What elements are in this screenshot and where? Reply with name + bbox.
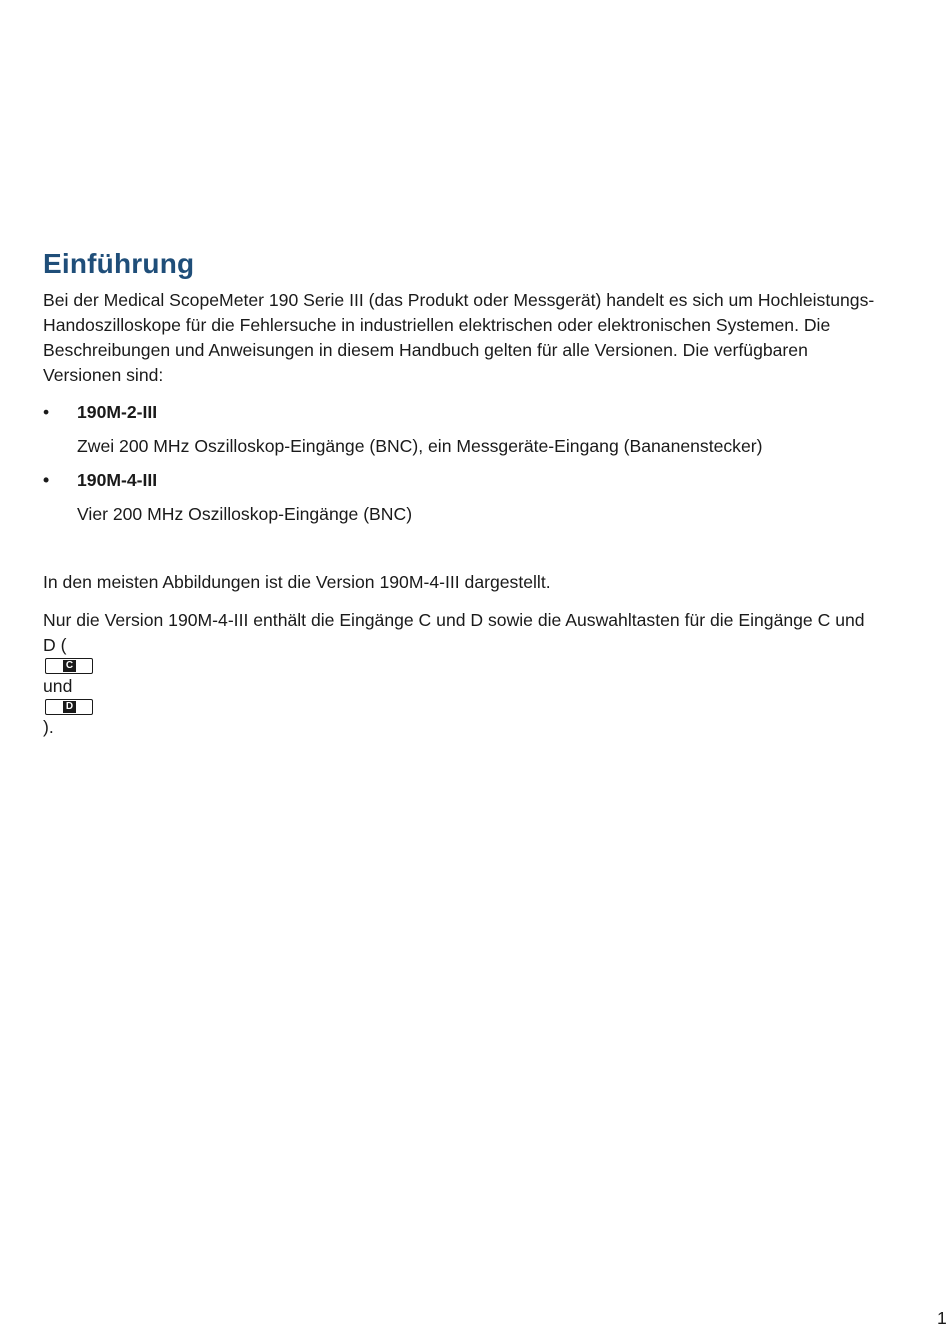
inputs-note-prefix: D ( [43,635,67,655]
bullet-icon: • [43,470,50,490]
input-d-key-label: D [63,701,76,713]
section-heading: Einführung [43,248,195,279]
inputs-note-suffix: ). [43,717,54,737]
version-title: 190M-2-III [77,402,158,422]
input-c-key-label: C [63,660,76,672]
intro-paragraph [43,288,948,388]
intro-line-1: Bei der Medical ScopeMeter 190 Serie III (das Produkt oder Messgerät) handelt es sich um Hochleistungs- [43,290,875,310]
intro-line-4: Versionen sind: [43,365,164,385]
inputs-note-line-1: Nur die Version 190M-4-III enthält die Eingänge C und D sowie die Auswahltasten für die Eingänge C und [43,610,865,630]
input-c-key-icon [45,658,93,674]
illustration-note: In den meisten Abbildungen ist die Version 190M-4-III dargestellt. [43,572,551,592]
intro-line-2: Handoszilloskope für die Fehlersuche in industriellen elektrischen oder elektronischen Systemen. Die [43,315,831,335]
intro-line-3: Beschreibungen und Anweisungen in diesem Handbuch gelten für alle Versionen. Die verfügbaren [43,340,808,360]
version-description: Zwei 200 MHz Oszilloskop-Eingänge (BNC), ein Messgeräte-Eingang (Bananenstecker) [77,436,763,456]
inputs-note-line-2 [43,633,865,740]
inputs-note [43,608,865,740]
version-description: Vier 200 MHz Oszilloskop-Eingänge (BNC) [77,504,413,524]
input-d-key-icon [45,699,93,715]
version-title: 190M-4-III [77,470,158,490]
page-number: 1 [937,1308,947,1328]
inputs-note-connector: und [43,676,73,696]
bullet-icon: • [43,402,50,422]
